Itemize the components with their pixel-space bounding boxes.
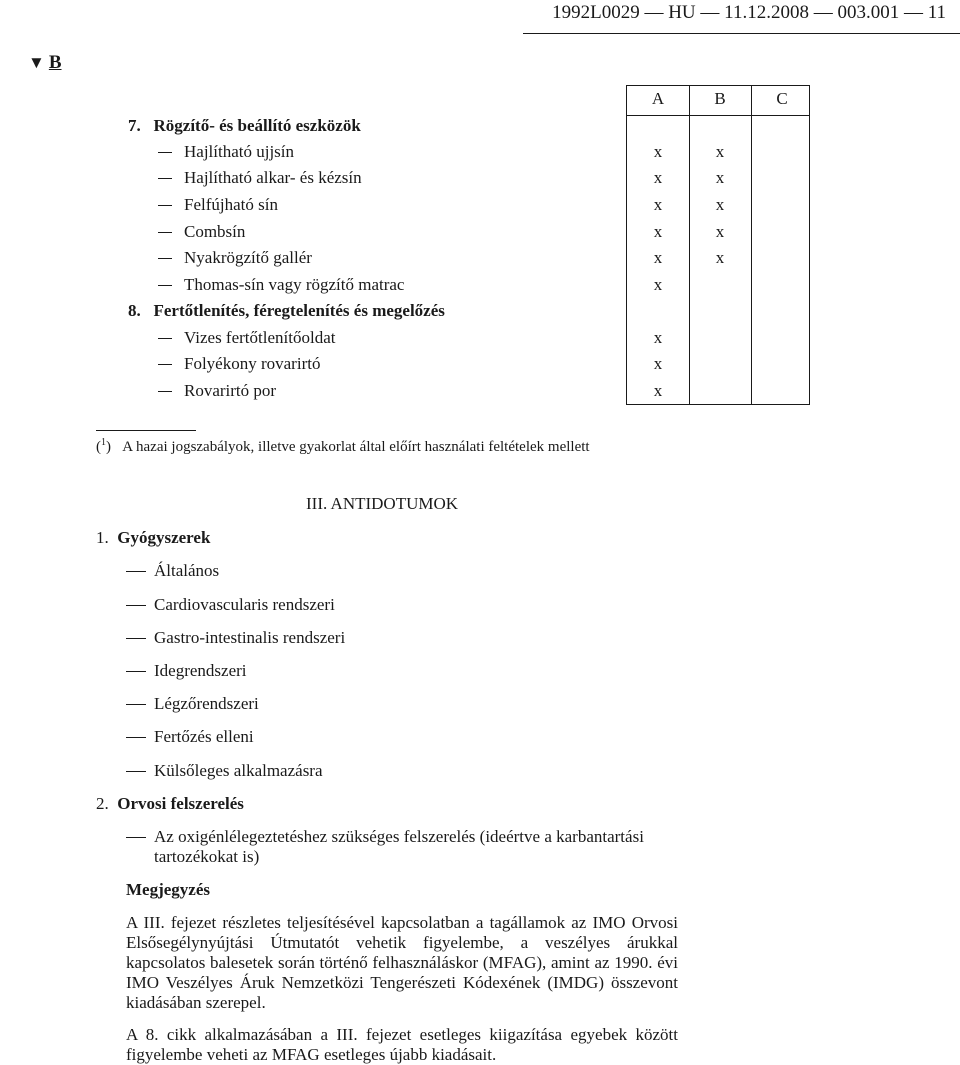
- triangle-down-icon: ▼: [28, 53, 45, 72]
- list-item: [126, 628, 345, 648]
- dash-bullet: [158, 364, 172, 365]
- list-item: [126, 661, 247, 681]
- table-row: [158, 168, 362, 188]
- cell-a: x: [653, 195, 663, 214]
- cell-b: x: [715, 195, 725, 214]
- row-label: Thomas-sín vagy rögzítő matrac: [184, 275, 405, 294]
- marker-letter: B: [48, 52, 62, 73]
- cell-a: x: [653, 222, 663, 241]
- list-item-label: Az oxigénlélegeztetéshez szükséges felszerelés (ideértve a karbantartási tartozékokat is): [154, 827, 644, 866]
- dash-bullet: [158, 391, 172, 392]
- dash-bullet: [158, 338, 172, 339]
- cell-b: x: [715, 222, 725, 241]
- dash-bullet: [158, 258, 172, 259]
- dash-bullet: [158, 285, 172, 286]
- footnote-rule: [96, 430, 196, 431]
- cell-b: x: [715, 248, 725, 267]
- group-heading: [96, 528, 210, 548]
- list-item-label: Általános: [154, 561, 220, 580]
- table-row: [158, 275, 404, 295]
- row-label: Combsín: [184, 222, 246, 241]
- document-reference: 1992L0029 — HU — 11.12.2008 — 003.001 — 11: [552, 2, 946, 23]
- section-number: 7.: [128, 116, 141, 135]
- amendment-marker: [28, 52, 62, 74]
- cell-a: x: [653, 248, 663, 267]
- column-header-a: A: [651, 89, 665, 108]
- footnote-mark: 1: [101, 437, 106, 448]
- cell-a: x: [653, 142, 663, 161]
- row-label: Vizes fertőtlenítőoldat: [184, 328, 336, 347]
- list-item-label: Fertőzés elleni: [154, 727, 254, 746]
- section-label: Rögzítő- és beállító eszközök: [153, 116, 361, 135]
- table-row-section: [128, 301, 445, 321]
- group-number: 1.: [96, 528, 109, 547]
- column-header-b: B: [714, 89, 726, 108]
- footnote-text: A hazai jogszabályok, illetve gyakorlat által előírt használati feltételek mellett: [122, 439, 590, 455]
- note-heading: Megjegyzés: [126, 880, 211, 899]
- dash-bullet: [126, 605, 146, 606]
- group-number: 2.: [96, 794, 109, 813]
- header-rule: [523, 33, 960, 34]
- section-title: III. ANTIDOTUMOK: [306, 494, 459, 513]
- column-header-c: C: [776, 89, 788, 108]
- row-label: Hajlítható ujjsín: [184, 142, 295, 161]
- section-number: 8.: [128, 301, 141, 320]
- table-row-section: [128, 116, 361, 136]
- list-item: [126, 761, 323, 781]
- table-row: [158, 195, 278, 215]
- cell-a: x: [653, 328, 663, 347]
- cell-a: x: [653, 275, 663, 294]
- list-item-label: Légzőrendszeri: [154, 694, 259, 713]
- group-title: Gyógyszerek: [117, 528, 211, 547]
- dash-bullet: [126, 671, 146, 672]
- footnote: ($^1$) A hazai jogszabályok, illetve gyakorlat által előírt használati feltételek mellett: [96, 437, 590, 455]
- cell-a: x: [653, 354, 663, 373]
- cell-b: x: [715, 142, 725, 161]
- note-paragraph: A III. fejezet részletes teljesítésével kapcsolatban a tagállamok az IMO Orvosi Elsősegélynyújtási Útmutatót vehetik figyelembe, a veszélyes árukkal kapcsolatos balesetek során történő felhasználáskor (MFAG), amint az 1990. évi IMO Veszélyes Áruk Nemzetközi Tengerészeti Kódexének (IMDG) összevont kiadásában szerepel.: [126, 913, 678, 1012]
- row-label: Hajlítható alkar- és kézsín: [184, 168, 362, 187]
- section-label: Fertőtlenítés, féregtelenítés és megelőzés: [153, 301, 445, 320]
- dash-bullet: [126, 638, 146, 639]
- row-label: Felfújható sín: [184, 195, 278, 214]
- table-column-divider: [689, 86, 690, 404]
- table-column-divider: [751, 86, 752, 404]
- list-item-label: Cardiovascularis rendszeri: [154, 595, 335, 614]
- table-row: [158, 381, 276, 401]
- table-row: [158, 248, 312, 268]
- dash-bullet: [126, 737, 146, 738]
- cell-a: x: [653, 381, 663, 400]
- table-row: [158, 354, 320, 374]
- table-row: [158, 142, 294, 162]
- list-item: [126, 595, 335, 615]
- cell-a: x: [653, 168, 663, 187]
- dash-bullet: [126, 771, 146, 772]
- table-row: [158, 328, 335, 348]
- dash-bullet: [158, 178, 172, 179]
- dash-bullet: [158, 205, 172, 206]
- list-item: [126, 694, 259, 714]
- dash-bullet: [126, 571, 146, 572]
- group-title: Orvosi felszerelés: [117, 794, 244, 813]
- row-label: Rovarirtó por: [184, 381, 277, 400]
- list-item: [126, 827, 714, 867]
- dash-bullet: [126, 837, 146, 838]
- row-label: Nyakrögzítő gallér: [184, 248, 312, 267]
- list-item: [126, 561, 219, 581]
- dash-bullet: [158, 152, 172, 153]
- group-heading: [96, 794, 244, 814]
- list-item-label: Külsőleges alkalmazásra: [154, 761, 323, 780]
- row-label: Folyékony rovarirtó: [184, 354, 321, 373]
- list-item-label: Idegrendszeri: [154, 661, 247, 680]
- cell-b: x: [715, 168, 725, 187]
- table-row: [158, 222, 245, 242]
- dash-bullet: [126, 704, 146, 705]
- table-header-divider: [627, 115, 809, 116]
- dash-bullet: [158, 232, 172, 233]
- list-item: [126, 727, 254, 747]
- list-item-label: Gastro-intestinalis rendszeri: [154, 628, 346, 647]
- note-paragraph: A 8. cikk alkalmazásában a III. fejezet esetleges kiigazítása egyebek között figyelembe veheti az MFAG esetleges újabb kiadásait.: [126, 1025, 678, 1064]
